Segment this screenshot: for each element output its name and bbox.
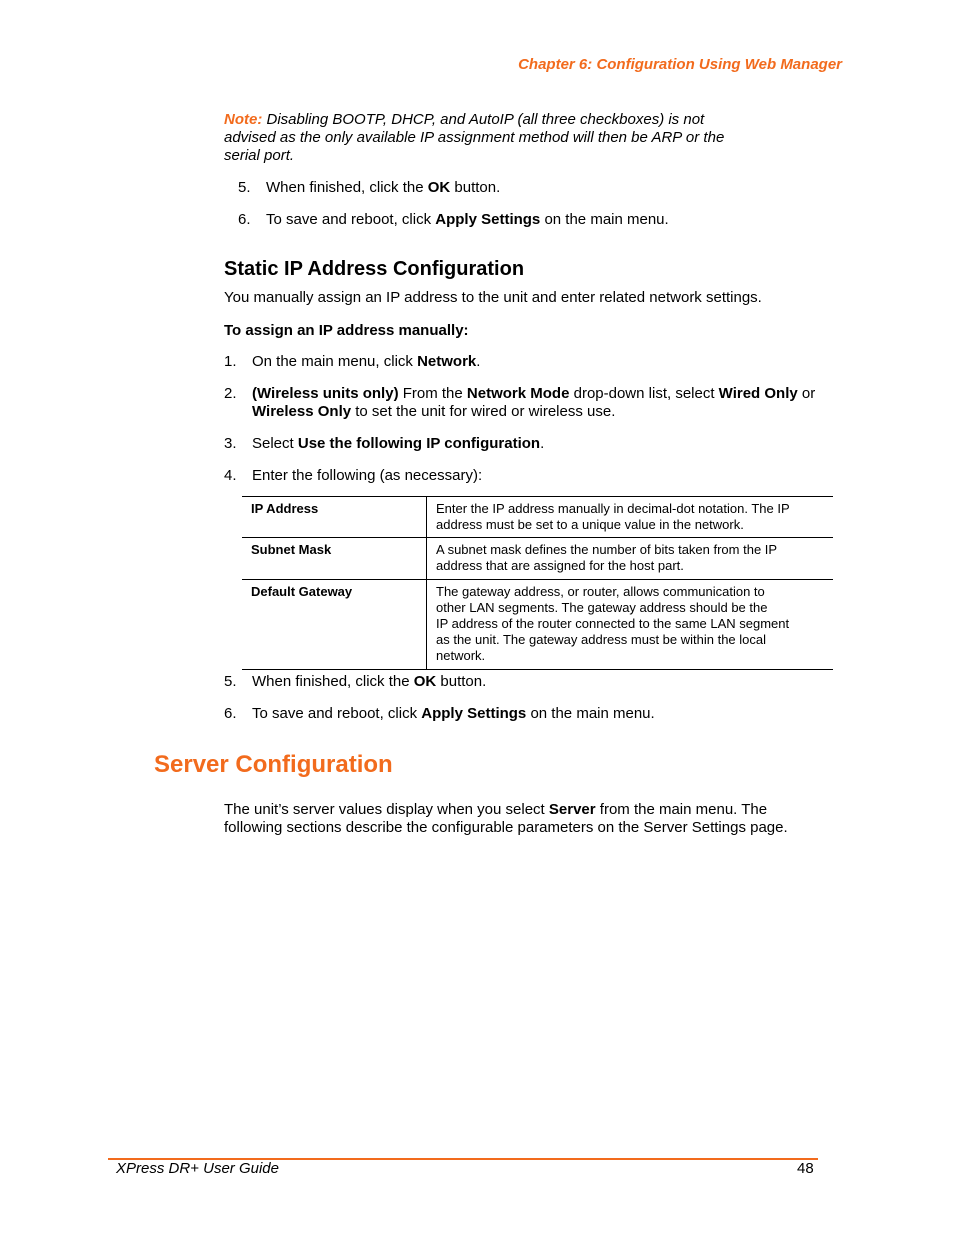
note-block — [224, 111, 764, 165]
table-value: A subnet mask defines the number of bits taken from the IP address that are assigned for the host part. — [436, 542, 778, 573]
chapter-header: Chapter 6: Configuration Using Web Manager — [518, 56, 842, 73]
table-row — [242, 538, 833, 580]
static-ip-intro: You manually assign an IP address to the unit and enter related network settings. — [224, 289, 762, 306]
table-value: Enter the IP address manually in decimal-dot notation. The IP address must be set to a unique value in the network. — [436, 501, 790, 532]
procedure-heading: To assign an IP address manually: — [224, 322, 469, 339]
footer-title: XPress DR+ User Guide — [116, 1160, 279, 1177]
table-key: Subnet Mask — [242, 538, 427, 580]
note-line-2: advised as the only available IP assignment method will then be ARP or the — [224, 129, 725, 146]
note-line-3: serial port. — [224, 147, 295, 164]
static-ip-heading: Static IP Address Configuration — [224, 258, 525, 280]
page-number: 48 — [797, 1160, 814, 1177]
note-label: Note: — [224, 111, 263, 128]
note-line-1: Disabling BOOTP, DHCP, and AutoIP (all three checkboxes) is not — [262, 111, 705, 128]
table-key: IP Address — [242, 497, 427, 538]
table-value: The gateway address, or router, allows communication to other LAN segments. The gateway address should be the IP address of the router connected to the same LAN segment as the unit. The gateway address must be within the local network. — [436, 584, 790, 663]
server-config-heading: Server Configuration — [154, 751, 393, 778]
server-intro: The unit’s server values display when you select Server from the main menu. The following sections describe the configurable parameters on the Server Settings page. — [224, 801, 788, 836]
ip-settings-table — [242, 496, 833, 670]
step-2: 2. (Wireless units only) From the Network Mode drop-down list, select Wired Only or Wireless Only to set the unit for wired or wireless use. — [224, 385, 816, 420]
table-row — [242, 580, 833, 670]
table-row — [242, 497, 833, 538]
table-key: Default Gateway — [242, 580, 427, 670]
